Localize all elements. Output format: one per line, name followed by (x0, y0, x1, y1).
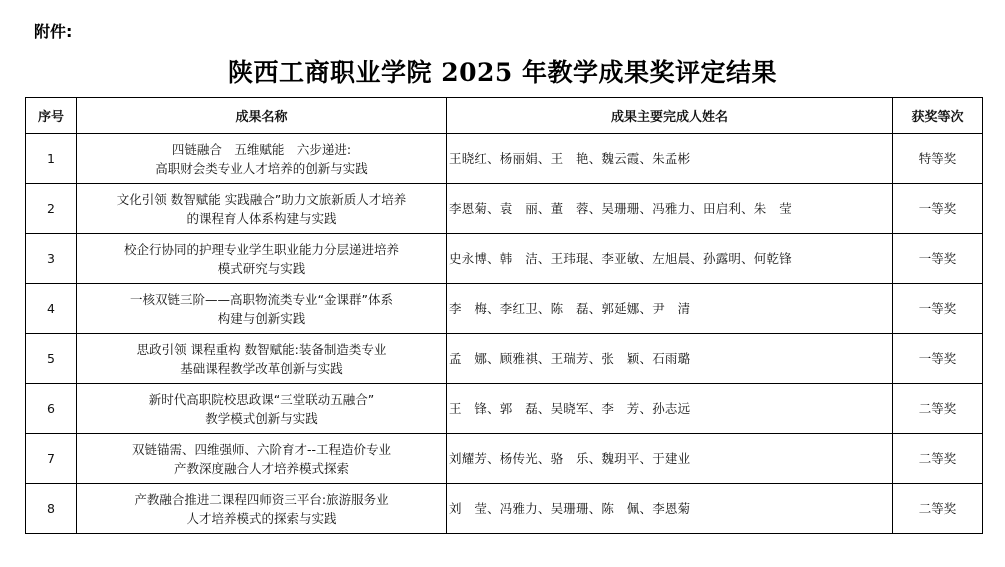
award-level: 二等奖 (893, 384, 983, 434)
people-names: 孟 娜、顾雅祺、王瑞芳、张 颖、石雨璐 (447, 334, 893, 384)
achievement-name-line2: 人才培养模式的探索与实践 (186, 510, 337, 526)
row-number: 3 (26, 234, 77, 284)
achievement-name (77, 134, 447, 184)
header-no: 序号 (26, 98, 77, 134)
table-row (26, 284, 983, 334)
achievement-name (77, 284, 447, 334)
award-level: 特等奖 (893, 134, 983, 184)
achievement-name-line1: 一核双链三阶——高职物流类专业“金课群”体系 (130, 291, 393, 307)
row-number: 1 (26, 134, 77, 184)
achievement-name-line2: 基础课程教学改革创新与实践 (180, 360, 343, 376)
achievement-name (77, 434, 447, 484)
achievement-name (77, 484, 447, 534)
table-header-row (26, 98, 983, 134)
row-number: 2 (26, 184, 77, 234)
achievement-name-line2: 高职财会类专业人才培养的创新与实践 (155, 160, 368, 176)
achievement-name-line2: 产教深度融合人才培养模式探索 (173, 460, 349, 476)
achievement-name-line1: 校企行协同的护理专业学生职业能力分层递进培养 (123, 241, 399, 257)
table-row (26, 334, 983, 384)
table-row (26, 234, 983, 284)
achievement-name-line1: 文化引领 数智赋能 实践融合”助力文旅新质人才培养 (116, 191, 407, 207)
award-level: 二等奖 (893, 484, 983, 534)
achievement-name (77, 384, 447, 434)
row-number: 6 (26, 384, 77, 434)
achievement-name-line2: 教学模式创新与实践 (205, 410, 318, 426)
award-level: 二等奖 (893, 434, 983, 484)
people-names: 刘 莹、冯雅力、吴珊珊、陈 佩、李恩菊 (447, 484, 893, 534)
people-names: 史永博、韩 洁、王玮琨、李亚敏、左旭晨、孙露明、何乾锋 (447, 234, 893, 284)
table-row (26, 484, 983, 534)
row-number: 5 (26, 334, 77, 384)
people-names: 王晓红、杨丽娟、王 艳、魏云霞、朱孟彬 (447, 134, 893, 184)
achievement-name-line1: 产教融合推进二课程四师资三平台:旅游服务业 (134, 491, 389, 507)
achievement-name (77, 234, 447, 284)
header-award: 获奖等次 (893, 98, 983, 134)
achievement-name-line1: 四链融合 五维赋能 六步递进: (171, 141, 352, 157)
achievement-name-line2: 的课程育人体系构建与实践 (186, 210, 337, 226)
row-number: 8 (26, 484, 77, 534)
achievement-name (77, 184, 447, 234)
results-table (25, 97, 983, 534)
people-names: 刘耀芳、杨传光、骆 乐、魏玥平、于建业 (447, 434, 893, 484)
header-name: 成果名称 (77, 98, 447, 134)
attachment-label: 附件: (34, 22, 73, 41)
award-level: 一等奖 (893, 184, 983, 234)
table-row (26, 434, 983, 484)
header-people: 成果主要完成人姓名 (447, 98, 893, 134)
document-title: 陕西工商职业学院 2025 年教学成果奖评定结果 (228, 58, 777, 87)
people-names: 李恩菊、袁 丽、董 蓉、吴珊珊、冯雅力、田启利、朱 莹 (447, 184, 893, 234)
row-number: 7 (26, 434, 77, 484)
table-row (26, 184, 983, 234)
achievement-name-line1: 新时代高职院校思政课“三堂联动五融合” (148, 391, 375, 407)
achievement-name (77, 334, 447, 384)
achievement-name-line1: 思政引领 课程重构 数智赋能:装备制造类专业 (136, 341, 387, 357)
award-level: 一等奖 (893, 284, 983, 334)
achievement-name-line1: 双链锚需、四维强师、六阶育才--工程造价专业 (131, 441, 392, 457)
table-row (26, 134, 983, 184)
table-row (26, 384, 983, 434)
award-level: 一等奖 (893, 234, 983, 284)
people-names: 李 梅、李红卫、陈 磊、郭延娜、尹 清 (447, 284, 893, 334)
people-names: 王 锋、郭 磊、吴晓军、李 芳、孙志远 (447, 384, 893, 434)
award-level: 一等奖 (893, 334, 983, 384)
row-number: 4 (26, 284, 77, 334)
achievement-name-line2: 构建与创新实践 (217, 310, 306, 326)
achievement-name-line2: 模式研究与实践 (217, 260, 306, 276)
